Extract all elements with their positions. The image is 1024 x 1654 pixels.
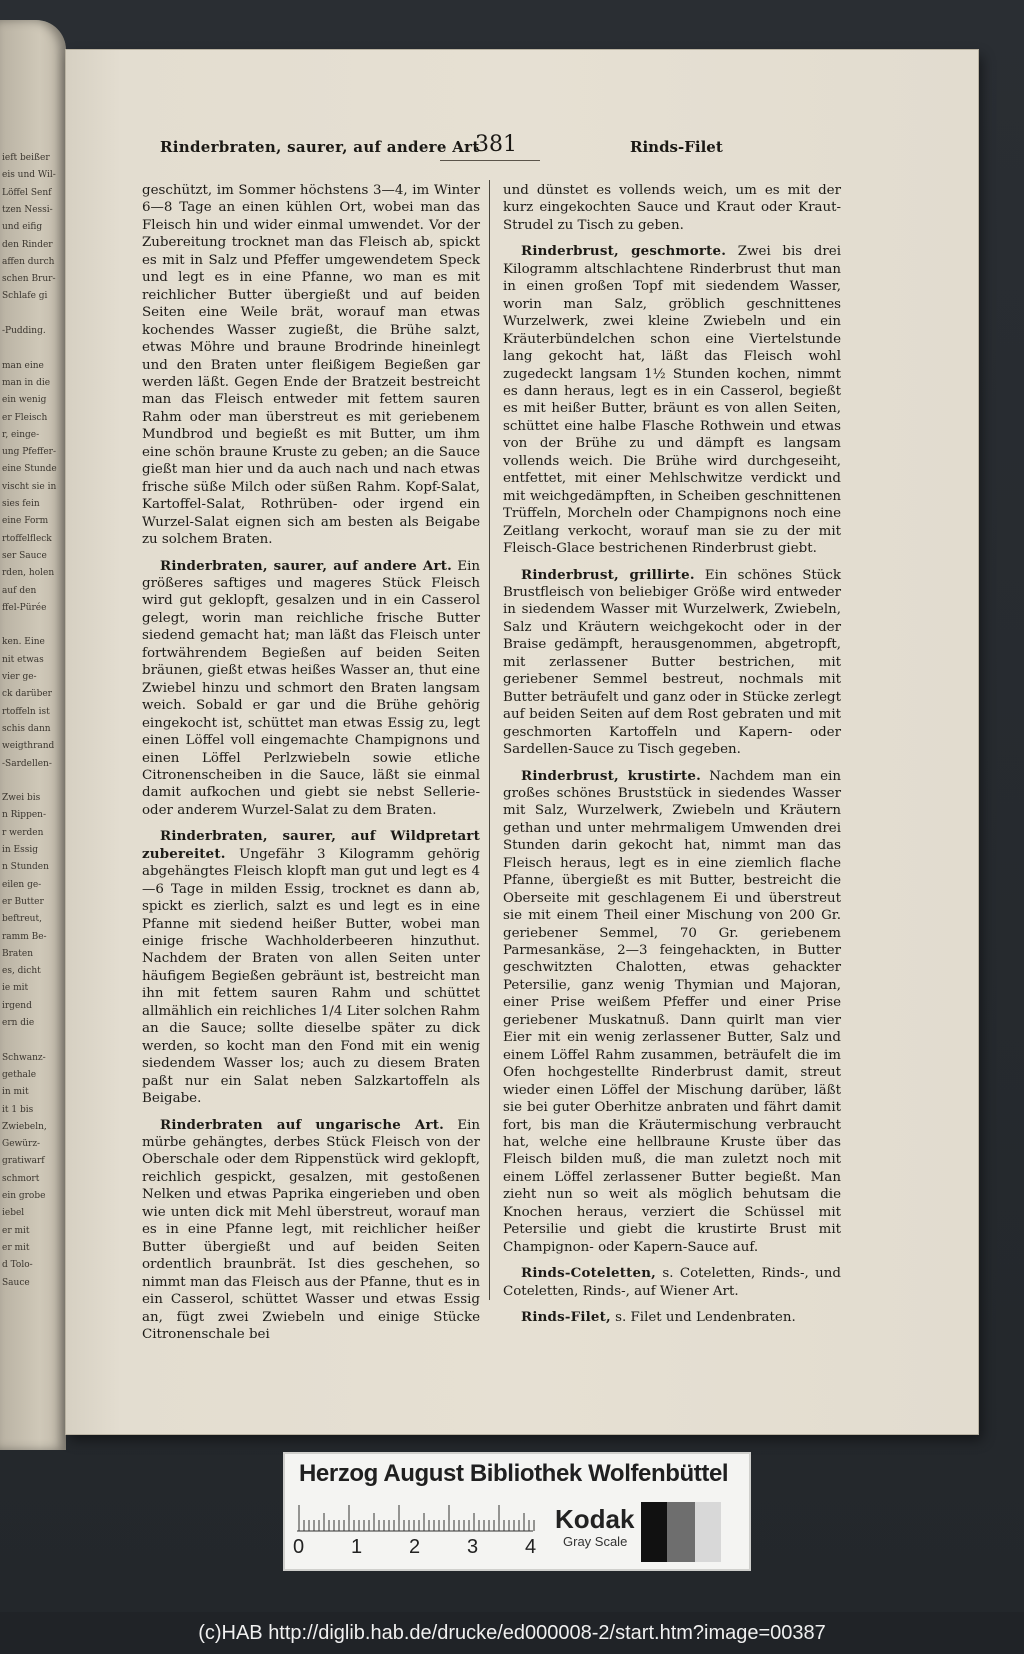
- left-page-fragment: es, dicht: [2, 966, 41, 977]
- recipe-paragraph: [142, 182, 480, 549]
- left-page-fragment: gethale: [2, 1069, 37, 1080]
- recipe-heading: Rinderbraten auf ungarische Art.: [160, 1116, 445, 1133]
- left-page-fragment: er mit: [2, 1225, 30, 1236]
- left-page-fragment: eilen ge-: [2, 879, 42, 890]
- recipe-text: Ungefähr 3 Kilogramm gehörig abgehängtes Fleisch klopft man gut und legt es 4—6 Tage in milden Essig, trocknet es dann ab, spickt es zierlich, salzt es und legt es in eine Pfanne mit siedend heißer Butter, wobei man einige frische Wachholderbeeren hinzuthut. Nachdem der Braten von allen Seiten unter häufigem Begießen gebräunt ist, bestreicht man ihn mit fettem sauren Rahm und schüttet allmählich ein reichliches 1/4 Liter solchen Rahm an die Sauce; sollte dieselbe später zu dick werden, so kocht man den Fond mit ein wenig siedendem Wasser los; auch zu diesem Braten paßt nur ein Salat neben Salzkartoffeln als Beigabe.: [142, 846, 480, 1107]
- ruler-scale: [297, 1502, 535, 1532]
- left-page-fragment: er Butter: [2, 896, 44, 907]
- recipe-text: Nachdem man ein großes schönes Bruststück in siedendes Wasser mit Salz, Wurzelwerk, Zwiebeln und Kräutern gethan und unter mehrmaligem Umwenden drei Stunden darin gekocht hat, nimmt man das Fleisch heraus, legt es in eine ziemlich flache Pfanne, übergießt es mit Butter, bestreicht die Oberseite mit geschlagenem Ei und überstreut sie mit einem Theil einer Mischung von 200 Gr. geriebener Semmel, 70 Gr. geriebenem Parmesankäse, 2—3 feingehackten, in Butter geschwitzten Chalotten, etwas gehackter Petersilie, ganz wenig Thymian und Majoran, einer Prise weißem Pfeffer und einer Prise geriebener Muskatnuß. Dann quirlt man vier Eier mit ein wenig zerlassener Butter, Salz und einem Löffel Rahm zusammen, beträufelt die im Ofen hochgestellte Rinderbrust damit, streut wieder einen Löffel der Mischung darüber, läßt sie bei guter Oberhitze anbraten und fährt damit fort, bis man die Kräutermischung verbraucht hat, welche eine hellbraune Kruste über das Fleisch bilden muß, die man zuletzt noch mit einem Löffel zerlassener Butter begießt. Man zieht nun so weit als möglich behutsam die Knochen heraus, verziert die Schüssel mit Petersilie und giebt die krustirte Brust mit Champignon- oder Kapern-Sauce auf.: [503, 768, 841, 1255]
- left-page-fragment: rtoffeln ist: [2, 706, 50, 717]
- gray-swatch: [641, 1502, 667, 1562]
- left-page-fragment: r, einge-: [2, 429, 40, 440]
- running-head: [150, 134, 730, 164]
- ruler-number: 1: [351, 1536, 363, 1558]
- recipe-heading: Rinds-Coteletten,: [521, 1265, 656, 1282]
- left-page-fragment: Zwiebeln,: [2, 1121, 47, 1132]
- recipe-paragraph: [503, 1309, 841, 1326]
- recipe-heading: Rinderbrust, krustirte.: [521, 767, 702, 784]
- recipe-paragraph: [142, 1117, 480, 1344]
- left-page-fragment: vier ge-: [2, 672, 37, 682]
- left-page-fragment: affen durch: [2, 256, 55, 267]
- gray-swatch: [667, 1502, 695, 1562]
- left-column: [142, 182, 480, 1352]
- left-page-fragment: it 1 bis: [2, 1104, 34, 1115]
- recipe-heading: Rinderbrust, grillirte.: [521, 566, 695, 583]
- ruler-number: 0: [293, 1536, 305, 1558]
- recipe-heading: Rinds-Filet,: [521, 1309, 611, 1326]
- left-page-fragment: weigthrand: [2, 741, 55, 752]
- left-page-fragment: er Fleisch: [2, 412, 48, 423]
- left-page-fragment: Gewürz-: [2, 1139, 41, 1150]
- gray-swatch: [695, 1502, 721, 1562]
- library-name: Herzog August Bibliothek Wolfenbüttel: [299, 1460, 729, 1487]
- running-head-right: Rinds-Filet: [630, 138, 723, 156]
- left-page-fragment: vischt sie in: [2, 481, 57, 492]
- recipe-text: Zwei bis drei Kilogramm altschlachtene Rinderbrust thut man in einen großen Topf mit siedendem Wasser, worin man Salz, gröblich geschnittenes Wurzelwerk, zwei kleine Zwiebeln und ein Kräuterbündelchen schon eine Viertelstunde lang gekocht hat, läßt das Fleisch wohl zugedeckt langsam 1½ Stunden kochen, nimmt es dann heraus, legt es in ein Casserol, begießt es mit heißer Butter, bräunt es von allen Seiten, schüttet eine halbe Flasche Rothwein und etwas von der Brühe zu und dämpft es langsam vollends weich. Die Brühe wird durchgeseiht, entfettet, mit einer Mehlschwitze verdickt und mit weichgedämpften, in Scheiben geschnittenen Trüffeln, Morcheln oder Champignons noch eine Zeitlang verkocht, worauf man sie zu der mit Fleisch-Glace bestrichenen Rinderbrust giebt.: [503, 244, 841, 557]
- left-page-fragment: schis dann: [2, 723, 51, 734]
- left-page-fragment: nit etwas: [2, 654, 44, 665]
- left-page-fragment: eine Stunde: [2, 464, 57, 475]
- left-page-fragment: man eine: [2, 360, 44, 371]
- left-page-fragment: ieft beißer: [2, 153, 50, 163]
- left-page-fragment: ung Pfeffer-: [2, 447, 56, 458]
- left-page-fragment: Löffel Senf: [2, 187, 52, 198]
- left-page-fragment: und eifig: [2, 222, 43, 233]
- left-page-fragment: r werden: [2, 827, 44, 838]
- running-head-left: Rinderbraten, saurer, auf andere Art: [160, 138, 480, 156]
- header-rule: [440, 160, 540, 161]
- ruler-number: 2: [409, 1536, 421, 1558]
- left-page-fragment: auf den: [2, 585, 37, 596]
- left-page-fragment: ken. Eine: [2, 637, 45, 648]
- left-page-fragment: ramm Be-: [2, 931, 47, 942]
- left-page-fragment: Sauce: [2, 1277, 30, 1288]
- recipe-paragraph: [142, 558, 480, 820]
- recipe-text: und dünstet es vollends weich, um es mit der kurz eingekochten Sauce und Kraut oder Kraut-Strudel zu Tisch zu geben.: [503, 183, 841, 233]
- left-page-fragment: ie mit: [2, 983, 29, 994]
- recipe-paragraph: [503, 1265, 841, 1300]
- recipe-heading: Rinderbraten, saurer, auf Wildpretart zubereitet.: [142, 828, 480, 862]
- right-column: [503, 182, 841, 1336]
- recipe-text: Ein größeres saftiges und mageres Stück Fleisch wird gut geklopft, gesalzen und in ein Casserol gelegt, worin man reichliche frische Butter siedend gemacht hat; man läßt das Fleisch unter fortwährendem Begießen auf beiden Seiten bräunen, gießt etwas heißes Wasser an, thut eine Zwiebel hinzu und schmort den Braten langsam weich. Sobald er gar und die Brühe gehörig eingekocht ist, schüttet man etwas Essig zu, legt einen Löffel voll eingemachte Champignons und einen Löffel Perlzwiebeln sowie etliche Citronenscheiben in die Sauce, läßt sie einmal damit aufkochen und giebt sie nebst Sellerie- oder anderem Wurzel-Salat zu dem Braten.: [142, 558, 480, 818]
- color-calibration-bar: [283, 1452, 751, 1571]
- left-page-fragment: ck darüber: [2, 689, 52, 700]
- left-page-fragment: beftreut,: [2, 914, 42, 925]
- recipe-paragraph: [503, 567, 841, 759]
- left-page-fragment: schmort: [2, 1173, 40, 1184]
- left-page-fragment: in Essig: [2, 845, 38, 855]
- recipe-text: Ein mürbe gehängtes, derbes Stück Fleisch von der Oberschale oder dem Rippenstück wird geklopft, reichlich gespickt, gesalzen, mit gestoßenen Nelken und etwas Paprika eingerieben und oben wie unten dick mit Mehl überstreut, worauf man es in eine Pfanne legt, mit reichlicher heißer Butter übergießt und auf beiden Seiten ordentlich braunbrät. Ist dies geschehen, so nimmt man das Fleisch aus der Pfanne, thut es in ein Casserol, schüttet Wasser und etwas Essig an, fügt zwei Zwiebeln und einige Stücke Citronenschale bei: [142, 1117, 481, 1342]
- ruler-number: 3: [467, 1536, 479, 1558]
- left-page-fragment: sies fein: [2, 499, 40, 509]
- previous-page-edge: [0, 20, 66, 1450]
- left-page-fragment: d Tolo-: [2, 1260, 33, 1271]
- left-page-fragment: tzen Nessi-: [2, 204, 53, 215]
- left-page-fragment: ffel-Pürée: [2, 602, 47, 613]
- left-page-fragment: Schlafe gi: [2, 291, 48, 302]
- recipe-paragraph: [503, 768, 841, 1257]
- left-page-fragment: eis und Wil-: [2, 170, 56, 181]
- left-page-fragment: Schwanz-: [2, 1052, 46, 1063]
- left-page-fragment: -Sardellen-: [2, 758, 52, 769]
- recipe-text: s. Filet und Lendenbraten.: [615, 1310, 796, 1326]
- recipe-text: geschützt, im Sommer höchstens 3—4, im Winter 6—8 Tage an einen kühlen Ort, wobei man das Fleisch hin und wider einmal umwendet. Vor der Zubereitung trocknet man das Fleisch ab, spickt es mit in Salz und Pfeffer umgewendetem Speck und legt es in eine Pfanne, wo man es mit reichlicher Butter übergießt und auf beiden Seiten eine Weile brät, worauf man etwas kochendes Wasser zugießt, die Brühe salzt, etwas Möhre und braune Brodrinde hineinlegt und den Braten unter fleißigem Begießen gar werden läßt. Gegen Ende der Bratzeit bestreicht man das Fleisch entweder mit fettem sauren Rahm oder man überstreut es mit geriebenem Mundbrod und begießt es mit Butter, um ihm eine schön braune Kruste zu geben; an die Sauce gießt man hier und da auch nach und nach etwas frische süße Milch oder süßen Rahm. Kopf-Salat, Kartoffel-Salat, Rothrüben- oder irgend ein Wurzel-Salat eignen sich am besten als Beigabe zu solchem Braten.: [142, 183, 480, 548]
- copyright-footer: (c)HAB http://diglib.hab.de/drucke/ed000008-2/start.htm?image=00387: [0, 1612, 1024, 1654]
- left-page-fragment: -Pudding.: [2, 326, 46, 336]
- column-divider: [489, 180, 490, 1300]
- left-page-fragment: er mit: [2, 1242, 30, 1253]
- page-number: 381: [475, 132, 517, 157]
- left-page-fragment: Zwei bis: [2, 793, 41, 804]
- left-page-fragment: ein grobe: [2, 1191, 46, 1201]
- recipe-paragraph: [503, 182, 841, 234]
- recipe-text: s. Coteletten, Rinds-, und Coteletten, Rinds-, auf Wiener Art.: [503, 1266, 841, 1299]
- recipe-paragraph: [142, 828, 480, 1107]
- left-page-fragment: eine Form: [2, 516, 49, 527]
- left-page-fragment: ein wenig: [2, 395, 47, 406]
- recipe-text: Ein schönes Stück Brustfleisch von beliebiger Größe wird entweder in siedendem Wasser mit Wurzelwerk, Zwiebeln, Salz und Kräutern weichgekocht oder in der Braise gedämpft, herausgenommen, abgetropft, mit zerlassener Butter bestrichen, mit geriebener Semmel bestreut, nochmals mit Butter beträufelt und ganz oder in Stücke zerlegt auf beiden Seiten auf dem Rost gebraten und mit geschmorten Kartoffeln und Kapern- oder Sardellen-Sauce zu Tisch gegeben.: [503, 567, 841, 758]
- left-page-fragment: iebel: [2, 1208, 25, 1219]
- left-page-fragment: schen Brur-: [2, 274, 56, 285]
- left-page-fragment: n Stunden: [2, 862, 49, 873]
- left-page-fragment: ser Sauce: [2, 550, 47, 561]
- left-page-fragment: gratiwarf: [2, 1156, 45, 1167]
- left-page-fragment: Braten: [2, 948, 34, 959]
- recipe-heading: Rinderbraten, saurer, auf andere Art.: [160, 557, 452, 574]
- left-page-fragment: rtoffelfleck: [2, 533, 52, 544]
- left-page-fragment: n Rippen-: [2, 810, 46, 821]
- ruler-numbers: [293, 1536, 543, 1560]
- recipe-paragraph: [503, 243, 841, 557]
- gray-scale-label: Gray Scale: [563, 1534, 628, 1549]
- left-page-fragment: in mit: [2, 1087, 29, 1098]
- left-page-fragment: irgend: [2, 1000, 32, 1011]
- recipe-heading: Rinderbrust, geschmorte.: [521, 243, 727, 260]
- left-page-fragment: den Rinder: [2, 239, 53, 250]
- gray-swatches: [641, 1502, 721, 1562]
- left-page-fragment: man in die: [2, 377, 51, 388]
- left-page-fragment: rden, holen: [2, 568, 55, 579]
- left-page-fragment: ern die: [2, 1018, 35, 1028]
- kodak-logo: Kodak: [555, 1504, 635, 1534]
- ruler-number: 4: [525, 1536, 537, 1558]
